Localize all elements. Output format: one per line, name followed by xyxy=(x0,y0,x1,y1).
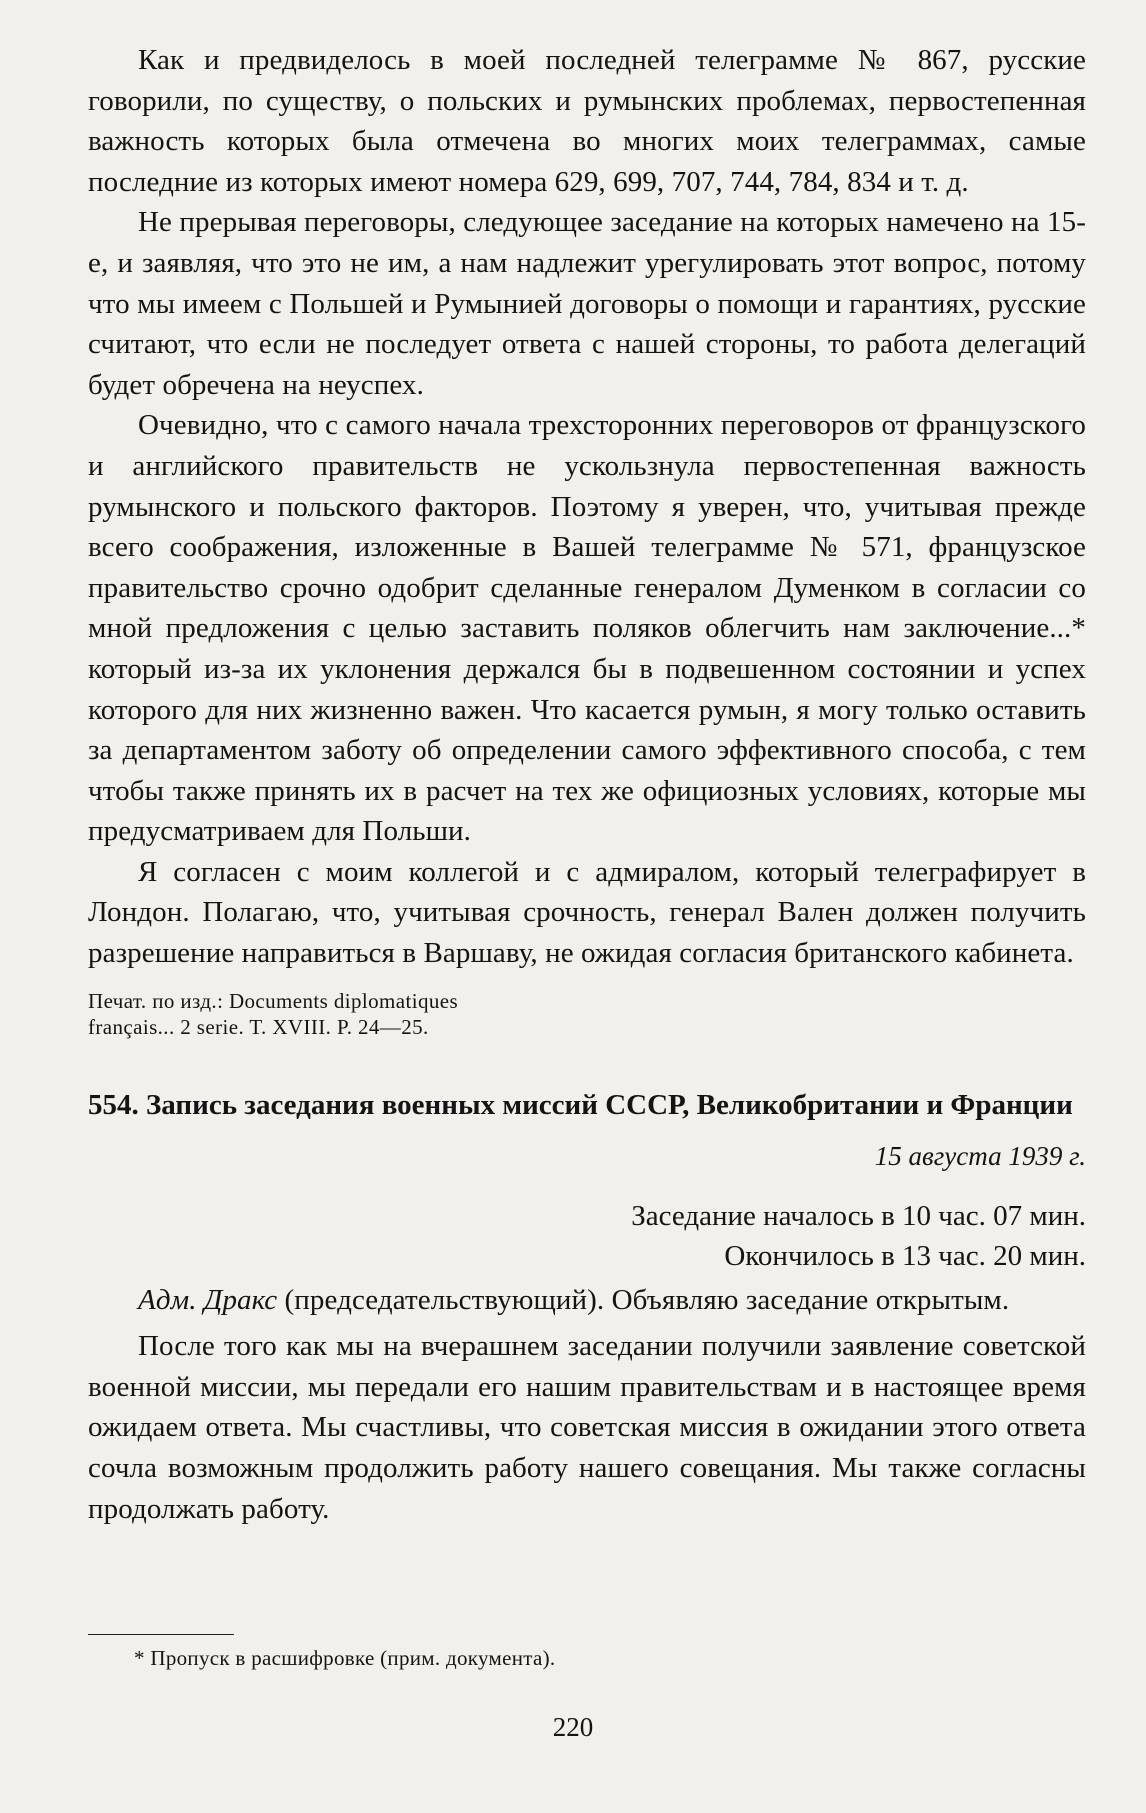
speaker-name: Адм. Дракс xyxy=(138,1283,278,1316)
paragraph-telegram-reference: Как и предвиделось в моей последней телеграмме № 867, русские говорили, по существу, о польских и румынских проблемах, первостепенная важность которых была отмечена во многих моих телеграммах, самые последние из которых имеют номера 629, 699, 707, 744, 784, 834 и т. д. xyxy=(88,44,1086,198)
session-end-time: Окончилось в 13 час. 20 мин. xyxy=(724,1239,1086,1272)
speech-text: (председательствующий). Объявляю заседание открытым. xyxy=(277,1283,1010,1316)
source-note xyxy=(88,988,1086,1040)
paragraph-drax-statement: После того как мы на вчерашнем заседании получили заявление советской военной миссии, мы передали его нашим правительствам и в настоящее время ожидаем ответа. Мы счастливы, что советская миссия в ожидании этого ответа сочла возможным продолжить работу нашего совещания. Мы также согласны продолжать работу. xyxy=(88,1330,1086,1525)
source-note-line-1: Печат. по изд.: Documents diplomatiques xyxy=(88,988,459,1013)
speech-opening xyxy=(88,1280,1086,1321)
paragraph-romanian-polish-factors: Очевидно, что с самого начала трехсторонних переговоров от французского и английского правительств не ускользнула первостепенная важность румынского и польского факторов. Поэтому я уверен, что, учитывая прежде всего соображения, изложенные в Вашей телеграмме № 571, французское правительство срочно одобрит сделанные генералом Думенком в согласии со мной предложения с целью заставить поляков облегчить нам заключение...* который из-за их уклонения держался бы в подвешенном состоянии и успех которого для них жизненно важен. Что касается румын, я могу только оставить за департаментом заботу об определении самого эффективного способа, с тем чтобы также принять их в расчет на тех же официозных условиях, которые мы предусматриваем для Польши. xyxy=(88,409,1086,848)
footnote: * Пропуск в расшифровке (прим. документа). xyxy=(134,1646,556,1670)
document-date: 15 августа 1939 г. xyxy=(874,1140,1086,1171)
paragraph-negotiations: Не прерывая переговоры, следующее заседание на которых намечено на 15-е, и заявляя, что это не им, а нам надлежит урегулировать этот вопрос, потому что мы имеем с Польшей и Румынией договоры о помощи и гарантиях, русские считают, что если не последует ответа с нашей стороны, то работа делегаций будет обречена на неуспех. xyxy=(88,206,1086,401)
source-note-line-2: français... 2 serie. T. XVIII. P. 24—25. xyxy=(88,1014,429,1039)
footnote-divider xyxy=(88,1634,234,1635)
session-times xyxy=(88,1196,1086,1276)
page-body xyxy=(88,40,1086,1529)
session-start-time: Заседание началось в 10 час. 07 мин. xyxy=(631,1199,1086,1232)
page-number: 220 xyxy=(552,1712,594,1742)
document-heading: 554. Запись заседания военных миссий СССР, Великобритании и Франции xyxy=(88,1088,1073,1121)
paragraph-agreement-london: Я согласен с моим коллегой и с адмиралом, который телеграфирует в Лондон. Полагаю, что, учитывая срочность, генерал Вален должен получить разрешение направиться в Варшаву, не ожидая согласия британского кабинета. xyxy=(88,855,1086,970)
